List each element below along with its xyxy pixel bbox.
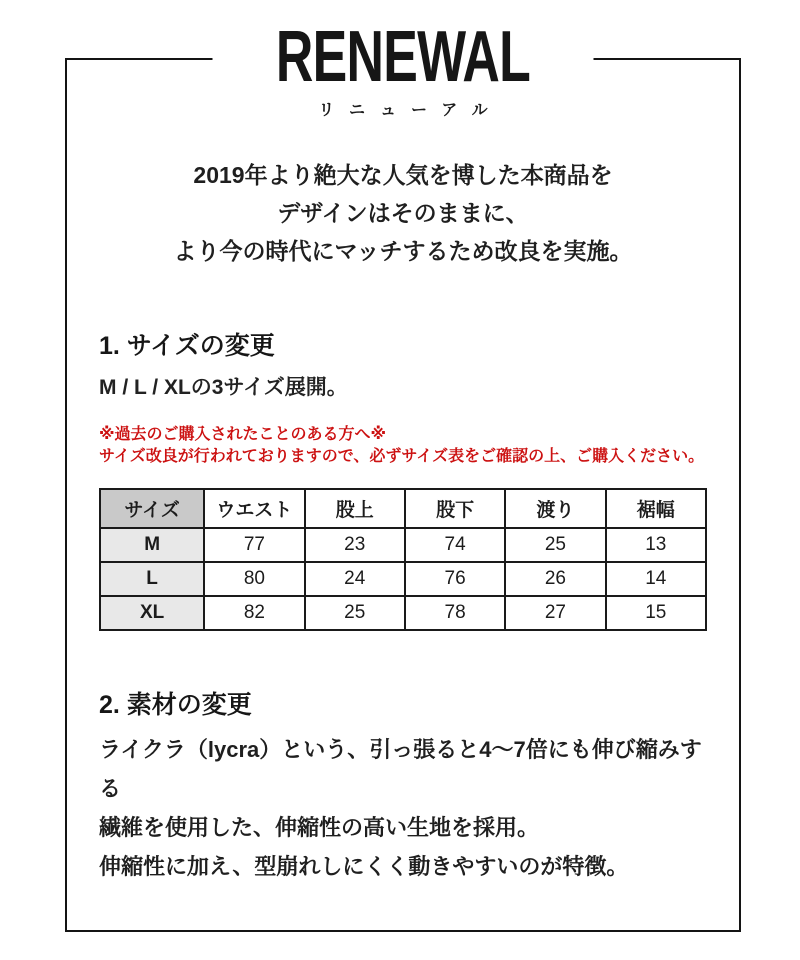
table-row-m bbox=[100, 528, 706, 562]
intro-line-2: デザインはそのままに、 bbox=[277, 200, 529, 226]
size-table-header-row bbox=[100, 489, 706, 528]
cell-l-waist: 80 bbox=[204, 562, 304, 596]
table-row-l bbox=[100, 562, 706, 596]
repeat-buyer-notice bbox=[99, 424, 707, 468]
cell-m-waist: 77 bbox=[204, 528, 304, 562]
material-line-1: ライクラ（lycra）という、引っ張ると4〜7倍にも伸び縮みする bbox=[99, 737, 702, 801]
page-subtitle: リニューアル bbox=[318, 102, 503, 120]
row-label-xl: XL bbox=[100, 596, 204, 630]
content-frame bbox=[65, 17, 741, 932]
notice-line-1: ※過去のご購入されたことのある方へ※ bbox=[99, 426, 387, 443]
cell-xl-rise: 25 bbox=[305, 596, 405, 630]
cell-m-inseam: 74 bbox=[405, 528, 505, 562]
cell-xl-hem: 15 bbox=[606, 596, 706, 630]
col-header-inseam: 股下 bbox=[405, 489, 505, 528]
notice-line-2: サイズ改良が行われておりますので、必ずサイズ表をご確認の上、ご購入ください。 bbox=[99, 448, 705, 465]
title-block bbox=[213, 17, 594, 120]
row-label-l: L bbox=[100, 562, 204, 596]
cell-xl-thigh: 27 bbox=[505, 596, 605, 630]
section1-description: M / L / XLの3サイズ展開。 bbox=[99, 376, 348, 399]
intro-line-3: より今の時代にマッチするため改良を実施。 bbox=[173, 238, 633, 264]
cell-l-hem: 14 bbox=[606, 562, 706, 596]
intro-line-1: 2019年より絶大な人気を博した本商品を bbox=[193, 162, 613, 188]
col-header-size: サイズ bbox=[100, 489, 204, 528]
cell-xl-inseam: 78 bbox=[405, 596, 505, 630]
col-header-thigh: 渡り bbox=[505, 489, 605, 528]
cell-l-rise: 24 bbox=[305, 562, 405, 596]
section-material-change bbox=[99, 685, 707, 886]
col-header-waist: ウエスト bbox=[204, 489, 304, 528]
cell-m-thigh: 25 bbox=[505, 528, 605, 562]
material-line-3: 伸縮性に加え、型崩れしにくく動きやすいのが特徴。 bbox=[99, 854, 629, 879]
section-size-change bbox=[99, 326, 707, 631]
col-header-rise: 股上 bbox=[305, 489, 405, 528]
cell-m-rise: 23 bbox=[305, 528, 405, 562]
section2-heading: 2. 素材の変更 bbox=[99, 691, 252, 719]
col-header-hem: 裾幅 bbox=[606, 489, 706, 528]
material-line-2: 繊維を使用した、伸縮性の高い生地を採用。 bbox=[99, 815, 540, 840]
size-table bbox=[99, 488, 707, 631]
cell-xl-waist: 82 bbox=[204, 596, 304, 630]
cell-m-hem: 13 bbox=[606, 528, 706, 562]
row-label-m: M bbox=[100, 528, 204, 562]
cell-l-thigh: 26 bbox=[505, 562, 605, 596]
cell-l-inseam: 76 bbox=[405, 562, 505, 596]
table-row-xl bbox=[100, 596, 706, 630]
section1-heading: 1. サイズの変更 bbox=[99, 332, 275, 360]
page-title: RENEWAL bbox=[275, 17, 531, 97]
intro-paragraph bbox=[99, 156, 707, 270]
